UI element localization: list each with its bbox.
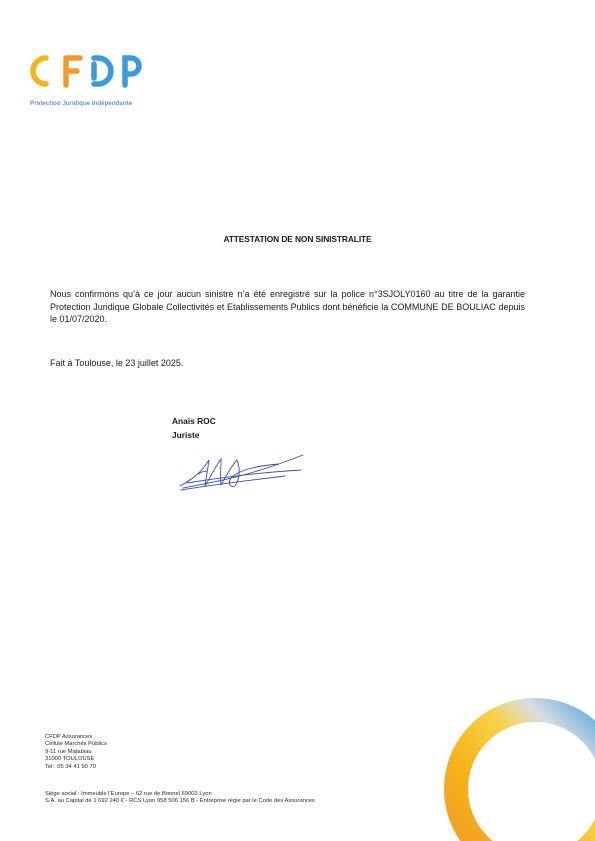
place-date: Fait à Toulouse, le 23 juillet 2025.	[50, 358, 184, 368]
document-title: ATTESTATION DE NON SINISTRALITE	[223, 234, 372, 244]
footer-line: Cellule Marchés Publics	[45, 741, 107, 748]
signer-name: Anaïs ROC	[172, 416, 216, 426]
decorative-ring	[440, 694, 595, 841]
attestation-body: Nous confirmons qu’à ce jour aucun sinistre n’a été enregistré sur la police n°3SJOLY0160 au titre de la garantie Protection Juridique Globale Collectivités et Etablissements Publics dont bénéficie la COMMUNE DE BOULIAC depuis le 01/07/2020.	[50, 289, 525, 325]
footer-line: Siège social : Immeuble l’Europe – 62 rue de Bonnel 69003 Lyon	[45, 791, 212, 797]
footer-address	[45, 734, 107, 771]
footer-line: S.A. au Capital de 1 692 240 € - RCS Lyon 958 506 156 B - Entreprise régie par le Code des Assurances	[45, 798, 315, 805]
cfdp-logo-mark	[28, 52, 153, 94]
signer-role: Juriste	[172, 430, 200, 440]
footer-line: Tel : 05 34 41 90 70	[45, 763, 96, 770]
footer-line: CFDP Assurances	[45, 734, 93, 740]
cfdp-logo	[28, 52, 158, 112]
footer-line: 9-11 rue Matabiau	[45, 748, 92, 755]
footer-legal	[45, 791, 315, 806]
logo-tagline: Protection Juridique Indépendante	[30, 100, 133, 107]
handwritten-signature	[175, 450, 310, 495]
footer-line: 31000 TOULOUSE	[45, 756, 95, 763]
